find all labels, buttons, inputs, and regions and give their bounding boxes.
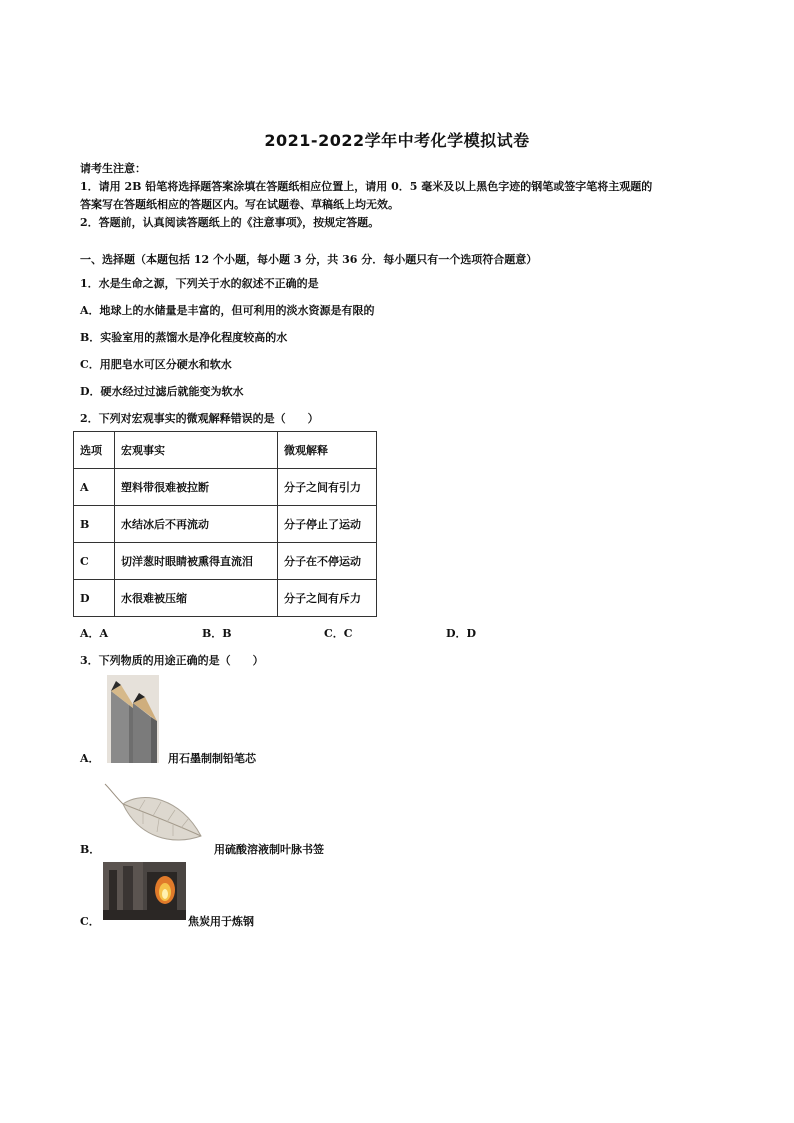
table-row	[74, 469, 377, 506]
table-cell: 水很难被压缩	[115, 580, 278, 617]
table-cell: 塑料带很难被拉断	[115, 469, 278, 506]
leaf-image	[103, 780, 203, 850]
q3-stem: 3．下列物质的用途正确的是（ ）	[80, 654, 264, 667]
q3-option-a-text: 用石墨制制铅笔芯	[168, 752, 256, 765]
q3-option-c-letter: C．	[80, 915, 100, 928]
table-cell: D	[74, 580, 115, 617]
q1-option-b: B．实验室用的蒸馏水是净化程度较高的水	[80, 331, 288, 344]
q3-option-c-text: 焦炭用于炼钢	[188, 915, 254, 928]
table-cell: 切洋葱时眼睛被熏得直流泪	[115, 543, 278, 580]
notice-line-1: 1．请用 2B 铅笔将选择题答案涂填在答题纸相应位置上，请用 0．5 毫米及以上黑色字迹的钢笔或签字笔将主观题的	[80, 180, 653, 193]
table-cell: 水结冰后不再流动	[115, 506, 278, 543]
table-row	[74, 506, 377, 543]
q2-table	[73, 431, 377, 617]
section-heading: 一、选择题（本题包括 12 个小题，每小题 3 分，共 36 分．每小题只有一个选项符合题意）	[80, 253, 538, 266]
table-row	[74, 580, 377, 617]
steel-furnace-image	[103, 862, 186, 920]
q1-stem: 1．水是生命之源，下列关于水的叙述不正确的是	[80, 277, 319, 290]
table-row	[74, 543, 377, 580]
table-header-cell: 宏观事实	[115, 432, 278, 469]
q2-answer-d: D．D	[446, 627, 477, 640]
q3-option-a-letter: A．	[80, 752, 100, 765]
q2-answer-b: B．B	[202, 627, 232, 640]
table-cell: 分子之间有引力	[278, 469, 377, 506]
notice-line-2: 答案写在答题纸相应的答题区内。写在试题卷、草稿纸上均无效。	[80, 198, 399, 211]
q1-option-a: A．地球上的水储量是丰富的，但可利用的淡水资源是有限的	[80, 304, 375, 317]
table-cell: C	[74, 543, 115, 580]
table-cell: A	[74, 469, 115, 506]
q3-option-b-text: 用硫酸溶液制叶脉书签	[214, 843, 324, 856]
table-header-cell: 微观解释	[278, 432, 377, 469]
page-title: 2021-2022学年中考化学模拟试卷	[264, 131, 530, 150]
q2-stem: 2．下列对宏观事实的微观解释错误的是（ ）	[80, 412, 319, 425]
q2-answer-a: A．A	[80, 627, 109, 640]
table-cell: B	[74, 506, 115, 543]
notice-line-3: 2．答题前，认真阅读答题纸上的《注意事项》，按规定答题。	[80, 216, 380, 229]
q1-option-c: C．用肥皂水可区分硬水和软水	[80, 358, 232, 371]
q3-option-b-letter: B．	[80, 843, 101, 856]
q2-answer-c: C．C	[324, 627, 353, 640]
q1-option-d: D．硬水经过过滤后就能变为软水	[80, 385, 244, 398]
table-cell: 分子停止了运动	[278, 506, 377, 543]
notice-heading: 请考生注意：	[80, 162, 146, 175]
table-cell: 分子之间有斥力	[278, 580, 377, 617]
table-header-cell: 选项	[74, 432, 115, 469]
pencil-image	[107, 675, 159, 763]
table-header-row	[74, 432, 377, 469]
table-cell: 分子在不停运动	[278, 543, 377, 580]
